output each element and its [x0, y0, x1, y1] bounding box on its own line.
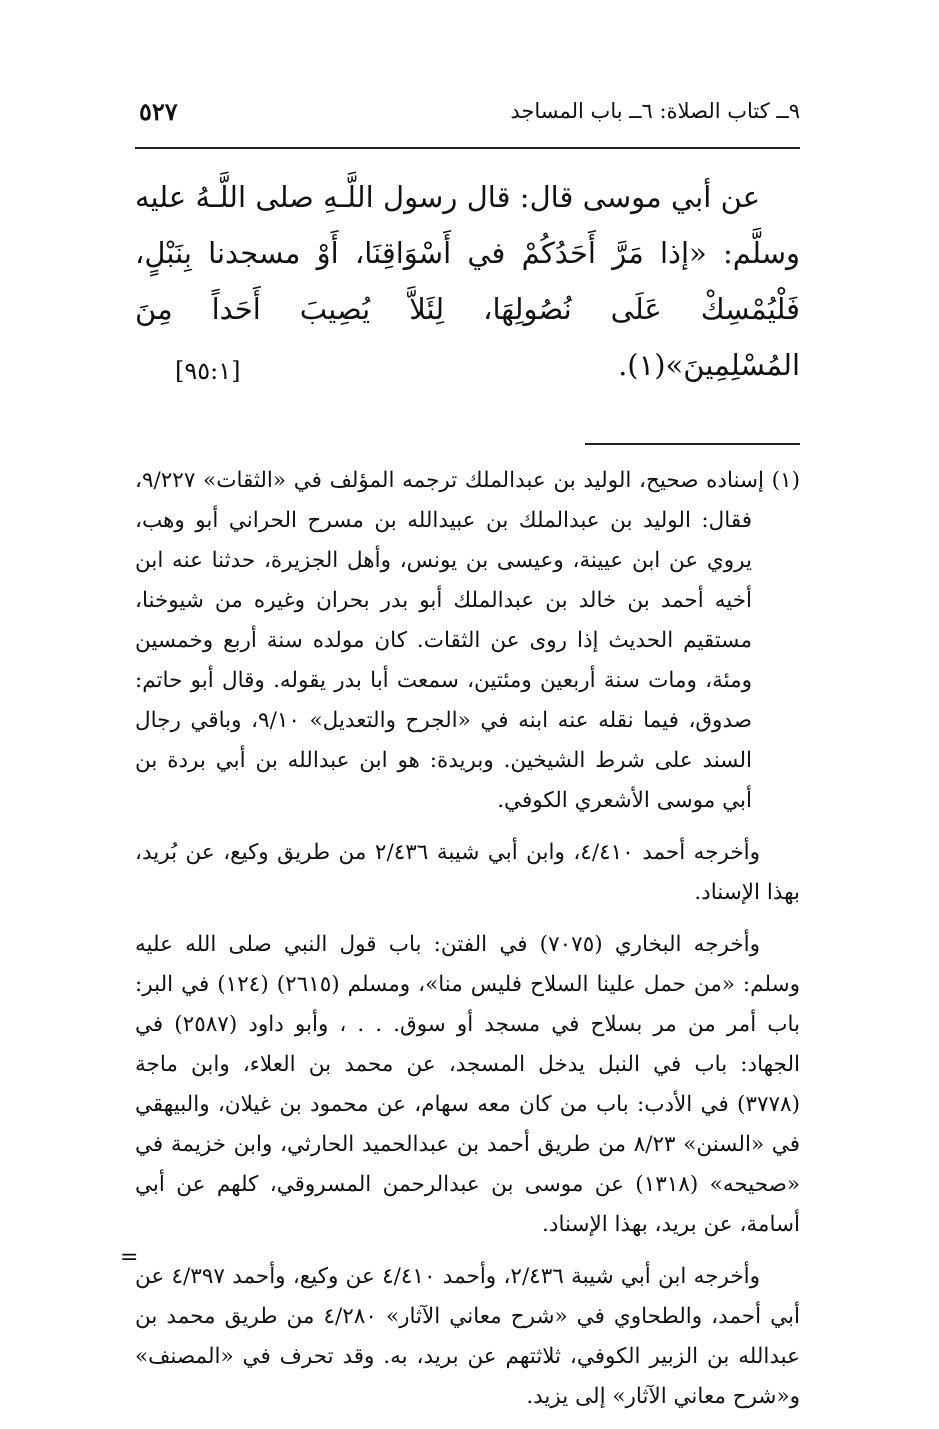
footnote-rule [585, 443, 800, 445]
book-page [135, 95, 800, 1429]
footnote-1: (١) إسناده صحيح، الوليد بن عبدالملك ترجمه المؤلف في «الثقات» ٩/٢٢٧، فقال: الوليد بن عبدالملك بن عبيدالله بن مسرح الحراني أبو وهب، يروي عن ابن عيينة، وعيسى بن يونس، وأهل الجزيرة، حدثنا عنه ابن أخيه أحمد بن خالد بن عبدالملك أبو بدر بحران وغيره من شيوخنا، مستقيم الحديث إذا روى عن الثقات. كان مولده سنة أربع وخمسين ومئة، ومات سنة أربعين ومئتين، سمعت أبا بدر يقوله. وقال أبو حاتم: صدوق، فيما نقله عنه ابنه في «الجرح والتعديل» ٩/١٠، وباقي رجال السند على شرط الشيخين. وبريدة: هو ابن عبدالله بن أبي بردة بن أبي موسى الأشعري الكوفي. [135, 468, 800, 813]
footnote-paragraph-2: وأخرجه أحمد ٤/٤١٠، وابن أبي شيبة ٢/٤٣٦ من طريق وكيع، عن بُريد، بهذا الإسناد. [135, 840, 800, 905]
hadith-reference: [٩٥:١] [175, 357, 241, 385]
continuation-mark: = [120, 1245, 139, 1270]
header-rule [135, 147, 800, 149]
hadith-text: عن أبي موسى قال: قال رسول اللَّـهِ صلى اللَّـهُ عليه وسلَّم: «إذا مَرَّ أَحَدُكُمْ في أَسْوَاقِنَا، أَوْ مسجدنا بِنَبْلٍ، فَلْيُمْسِكْ عَلَى نُصُولِهَا، لِئَلاَّ يُصِيبَ أَحَداً مِنَ المُسْلِمِينَ»(١). [135, 180, 800, 382]
footnote-paragraph-4: وأخرجه ابن أبي شيبة ٢/٤٣٦، وأحمد ٤/٤١٠ عن وكيع، وأحمد ٤/٣٩٧ عن أبي أحمد، والطحاوي في «شرح معاني الآثار» ٤/٢٨٠ من طريق محمد بن عبدالله بن الزبير الكوفي، ثلاثتهم عن بريد، به. وقد تحرف في «المصنف» و«شرح معاني الآثار» إلى يزيد. [135, 1264, 800, 1409]
page-number: ٥٢٧ [139, 97, 178, 126]
page-header [135, 95, 800, 135]
running-title: ٩ــ كتاب الصلاة: ٦ــ باب المساجد [510, 99, 800, 123]
footnote-paragraph-3: وأخرجه البخاري (٧٠٧٥) في الفتن: باب قول النبي صلى الله عليه وسلم: «من حمل علينا السلاح فليس منا»، ومسلم (٢٦١٥) (١٢٤) في البر: باب أمر من مر بسلاح في مسجد أو سوق. . . ، وأبو داود (٢٥٨٧) في الجهاد: باب في النبل يدخل المسجد، عن محمد بن العلاء، وابن ماجة (٣٧٧٨) في الأدب: باب من كان معه سهام، عن محمود بن غيلان، والبيهقي في «السنن» ٨/٢٣ من طريق أحمد بن عبدالحميد الحارثي، وابن خزيمة في «صحيحه» (١٣١٨) عن موسى بن عبدالرحمن المسروقي، كلهم عن أبي أسامة، عن بريد، بهذا الإسناد. [135, 932, 801, 1237]
hadith-paragraph [135, 169, 800, 393]
hadith-text-block [135, 169, 800, 393]
footnotes [135, 461, 800, 1417]
